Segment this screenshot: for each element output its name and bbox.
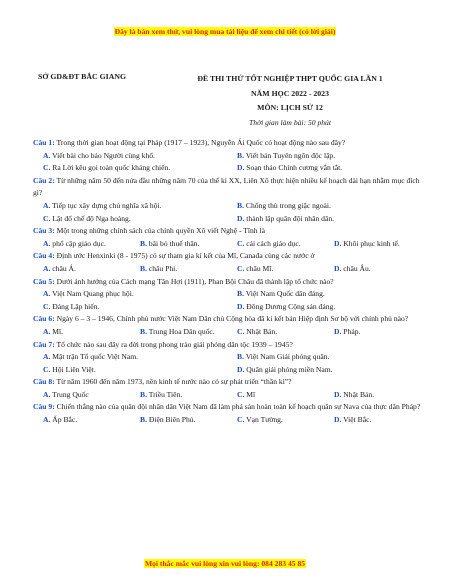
question-number: Câu 1: <box>33 138 55 147</box>
option-text: phổ cập giáo dục. <box>52 238 106 248</box>
question-number: Câu 7: <box>33 339 55 349</box>
options-row <box>33 389 421 402</box>
option-letter: D. <box>237 364 245 374</box>
question-number: Câu 5: <box>33 276 55 286</box>
question-text: Từ năm 1960 đến năm 1973, nền kinh tế nước nào có sự phát triển “thần kì”? <box>56 377 292 387</box>
option-text: châu Phi. <box>148 263 178 273</box>
answer-option <box>227 162 421 175</box>
question-stem <box>33 313 421 326</box>
option-letter: B. <box>237 150 244 160</box>
option-text: Viết bản Tuyên ngôn độc lập. <box>245 150 336 160</box>
answer-option <box>324 263 421 276</box>
question-stem <box>33 339 421 352</box>
options-row <box>33 238 421 251</box>
option-text: Mặt trận Tổ quốc Việt Nam. <box>52 352 139 362</box>
option-letter: A. <box>43 389 51 399</box>
question-block <box>33 313 421 338</box>
question-stem <box>33 175 421 200</box>
time-allowed: Thời gian làm bài: 50 phút <box>249 117 331 127</box>
answer-option <box>33 326 130 339</box>
option-text: Việt Nam Quang phục hội. <box>52 289 134 299</box>
option-text: Việt Nam Quốc dân đảng. <box>245 289 325 299</box>
option-text: Ra Lời kêu gọi toàn quốc kháng chiến. <box>52 163 171 173</box>
option-text: Viết bài cho báo Người cùng khổ. <box>52 150 155 160</box>
options-row <box>33 200 421 213</box>
question-stem <box>33 250 421 263</box>
answer-option <box>227 351 421 364</box>
option-letter: A. <box>43 326 51 336</box>
question-number: Câu 4: <box>33 251 55 261</box>
contact-footer <box>0 553 450 571</box>
exam-title-block <box>180 72 400 130</box>
option-text: Soạn thảo Chính cương vắn tắt. <box>246 163 343 173</box>
question-block <box>33 137 421 175</box>
option-text: Quân giải phóng miền Nam. <box>246 364 333 374</box>
answer-option <box>33 301 227 314</box>
option-letter: C. <box>237 389 245 399</box>
answer-option <box>33 263 130 276</box>
question-block <box>33 250 421 275</box>
options-row <box>33 263 421 276</box>
options-row <box>33 288 421 301</box>
question-stem <box>33 376 421 389</box>
answer-option <box>130 263 227 276</box>
option-letter: C. <box>43 163 51 173</box>
preview-banner-text: Đây là bản xem thử, vui lòng mua tài liệu để xem chi tiết (có lời giải) <box>114 27 336 36</box>
option-text: Vạn Tường. <box>246 415 283 425</box>
option-letter: B. <box>140 415 147 425</box>
option-text: châu Mĩ. <box>246 263 274 273</box>
options-row <box>33 364 421 377</box>
option-letter: D. <box>237 213 245 223</box>
answer-option <box>227 150 421 163</box>
answer-option <box>33 351 227 364</box>
question-text: Chiến thắng nào của quân đội nhân dân Việt Nam đã làm phá sản hoàn toàn kế hoạch quân sự Nava của thực dân Pháp? <box>56 402 421 412</box>
option-text: Đảng Lập hiến. <box>52 301 100 311</box>
option-letter: B. <box>140 238 147 248</box>
question-list <box>33 137 421 427</box>
question-stem <box>33 225 421 238</box>
school-year: NĂM HỌC 2022 - 2023 <box>251 88 329 98</box>
subject-label: MÔN: LỊCH SỬ 12 <box>257 103 323 112</box>
option-text: Nhật Bản. <box>246 326 278 336</box>
question-stem <box>33 276 421 289</box>
answer-option <box>227 389 324 402</box>
option-text: Việt Nam Giải phóng quân. <box>245 352 330 362</box>
option-letter: B. <box>237 200 244 210</box>
answer-option <box>33 364 227 377</box>
option-text: Nhật Bản. <box>343 389 375 399</box>
answer-option <box>227 414 324 427</box>
answer-option <box>324 414 421 427</box>
options-row <box>33 326 421 339</box>
options-row <box>33 213 421 226</box>
answer-option <box>324 389 421 402</box>
question-text: Ngày 6 – 3 – 1946, Chính phủ nước Việt Nam Dân chủ Cộng hòa đã kí kết bản Hiệp định Sơ bộ với chính phủ nào? <box>56 314 409 324</box>
answer-option <box>324 238 421 251</box>
option-text: Pháp. <box>343 326 361 336</box>
answer-option <box>227 213 421 226</box>
options-row <box>33 351 421 364</box>
answer-option <box>324 326 421 339</box>
question-block <box>33 225 421 250</box>
question-number: Câu 3: <box>33 226 55 236</box>
option-letter: A. <box>43 200 51 210</box>
option-letter: A. <box>43 263 51 273</box>
question-block <box>33 401 421 426</box>
option-letter: A. <box>43 289 51 299</box>
option-letter: D. <box>334 263 342 273</box>
answer-option <box>33 414 130 427</box>
answer-option <box>33 200 227 213</box>
option-letter: D. <box>334 415 342 425</box>
organization-name: SỞ GD&ĐT BẮC GIANG <box>38 72 127 81</box>
option-letter: D. <box>237 301 245 311</box>
option-text: Việt Bắc. <box>343 415 372 425</box>
option-text: Chống thù trong giặc ngoài. <box>245 200 331 210</box>
question-text: Một trong những chính sách của chính quyền Xô viết Nghệ - Tĩnh là <box>56 226 265 236</box>
answer-option <box>33 238 130 251</box>
answer-option <box>130 238 227 251</box>
question-text: Từ những năm 50 đến nửa đầu những năm 70 của thế kỉ XX, Liên Xô thực hiện nhiều kế hoạch dài hạn nhằm mục đích gì? <box>33 175 420 198</box>
question-block <box>33 339 421 377</box>
options-row <box>33 301 421 314</box>
option-text: châu Âu. <box>343 263 371 273</box>
answer-option <box>227 288 421 301</box>
answer-option <box>33 213 227 226</box>
question-block <box>33 376 421 401</box>
option-text: Hội Liên Việt. <box>52 364 96 374</box>
preview-banner <box>0 21 450 39</box>
option-text: Tiếp tục xây dựng chủ nghĩa xã hội. <box>52 200 162 210</box>
question-number: Câu 8: <box>33 377 55 387</box>
option-letter: C. <box>237 263 245 273</box>
option-letter: A. <box>43 238 51 248</box>
question-stem <box>33 401 421 414</box>
option-text: thành lập quân đội nhân dân. <box>246 213 335 223</box>
answer-option <box>33 162 227 175</box>
question-text: Định ước Henxinki (8 - 1975) có sự tham gia kí kết của Mĩ, Canađa cùng các nước ở <box>56 251 315 261</box>
option-letter: C. <box>237 326 245 336</box>
question-number: Câu 2: <box>33 175 55 185</box>
option-letter: D. <box>334 238 342 248</box>
option-text: Trung Quốc <box>52 389 89 399</box>
option-letter: A. <box>43 415 51 425</box>
options-row <box>33 150 421 163</box>
option-letter: C. <box>43 213 51 223</box>
option-letter: C. <box>237 415 245 425</box>
option-text: Đông Dương Cộng sản đảng. <box>246 301 336 311</box>
answer-option <box>227 326 324 339</box>
answer-option <box>130 389 227 402</box>
answer-option <box>227 238 324 251</box>
answer-option <box>227 200 421 213</box>
options-row <box>33 162 421 175</box>
answer-option <box>227 364 421 377</box>
option-letter: B. <box>237 352 244 362</box>
option-letter: B. <box>140 389 147 399</box>
answer-option <box>33 150 227 163</box>
question-number: Câu 6: <box>33 314 55 324</box>
answer-option <box>227 301 421 314</box>
option-text: châu Á. <box>52 263 76 273</box>
option-text: bãi bỏ thuế thân. <box>148 238 200 248</box>
option-text: cải cách giáo dục. <box>246 238 301 248</box>
option-letter: A. <box>43 352 51 362</box>
option-text: Triều Tiên. <box>148 389 183 399</box>
question-stem <box>33 137 421 150</box>
option-letter: D. <box>237 163 245 173</box>
option-text: Điện Biên Phủ. <box>148 415 196 425</box>
question-text: Tổ chức nào sau đây ra đời trong phong trào giải phóng dân tộc 1939 – 1945? <box>56 339 293 349</box>
option-text: Trung Hoa Dân quốc. <box>148 326 215 336</box>
option-text: Ấp Bắc. <box>52 415 78 425</box>
exam-title: ĐỀ THI THỬ TỐT NGHIỆP THPT QUỐC GIA LẦN 1 <box>197 74 383 83</box>
option-text: Mĩ. <box>52 326 64 336</box>
contact-footer-text: Mọi thắc mắc vui lòng xin vui lòng: 084 283 45 85 <box>144 559 306 568</box>
option-text: Mĩ <box>246 389 256 399</box>
answer-option <box>33 389 130 402</box>
option-letter: A. <box>43 150 51 160</box>
answer-option <box>130 326 227 339</box>
option-text: Lật đổ chế độ Nga hoàng. <box>52 213 131 223</box>
option-letter: D. <box>334 326 342 336</box>
question-number: Câu 9: <box>33 402 55 412</box>
question-block <box>33 175 421 225</box>
question-text: Trong thời gian hoạt động tại Pháp (1917 – 1923), Nguyễn Ái Quốc có hoạt động nào sau đây? <box>56 138 346 147</box>
question-text: Dưới ảnh hưởng của Cách mạng Tân Hợi (1911), Phan Bội Châu đã thành lập tổ chức nào? <box>56 276 334 286</box>
option-letter: C. <box>43 364 51 374</box>
option-letter: C. <box>237 238 245 248</box>
option-letter: C. <box>43 301 51 311</box>
option-letter: B. <box>140 326 147 336</box>
answer-option <box>33 288 227 301</box>
answer-option <box>130 414 227 427</box>
option-letter: D. <box>334 389 342 399</box>
option-letter: B. <box>140 263 147 273</box>
option-text: Khôi phục kinh tế. <box>343 238 400 248</box>
option-letter: B. <box>237 289 244 299</box>
options-row <box>33 414 421 427</box>
answer-option <box>227 263 324 276</box>
question-block <box>33 276 421 314</box>
